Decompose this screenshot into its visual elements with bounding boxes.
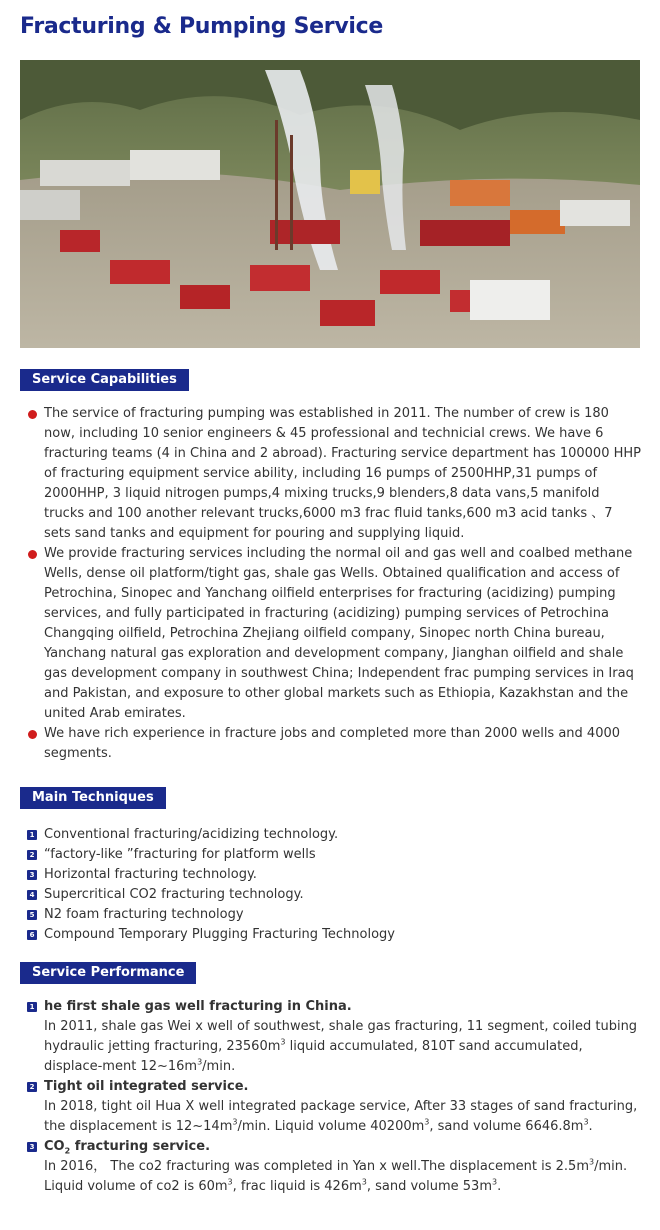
list-item-text: Compound Temporary Plugging Fracturing Technology (44, 927, 395, 942)
list-item (26, 724, 642, 764)
number-badge-icon: 3 (27, 870, 37, 880)
list-item (26, 925, 642, 945)
number-badge-icon: 1 (27, 830, 37, 840)
list-item (26, 404, 642, 544)
list-item (26, 825, 642, 845)
capabilities-list (26, 404, 642, 764)
list-item (26, 845, 642, 865)
performance-item (26, 997, 642, 1077)
performance-item-body: In 2016， The co2 fracturing was completed in Yan x well.The displacement is $2.5m^3/\min$. Liquid volume of co2 is $60m^3$, frac liquid is $426m^3$, sand volume $53m^3$. (44, 1157, 628, 1194)
list-item-text: Supercritical CO2 fracturing technology. (44, 887, 304, 902)
list-item-text: Horizontal fracturing technology. (44, 867, 257, 882)
list-item (26, 865, 642, 885)
list-item (26, 544, 642, 724)
performance-item-body: In 2011, shale gas Wei x well of southwest, shale gas fracturing, 11 segment, coiled tubing hydraulic jetting fracturing, $23560m^3$ liquid accumulated, 810T sand accumulated, displace-ment $12\sim 16m^3/\min$. (44, 1019, 638, 1074)
number-badge-icon: 2 (27, 850, 37, 860)
list-item-text: We provide fracturing services including the normal oil and gas well and coalbed methane Wells, dense oil platform/tight gas, shale gas Wells. Obtained qualification and access of Petrochina, Sinopec and Yanchang oilfield enterprises for fracturing (acidizing) pumping services, and fully participated in fracturing (acidizing) pumping services of Petrochina Changqing oilfield, Petrochina Zhejiang oilfield company, Sinopec north China bureau, Yanchang natural gas exploration and development company, Jianghan oilfield and shale gas development company in southwest China; Independent frac pumping services in Iraq and Pakistan, and exposure to other global markets such as Ethiopia, Kazakhstan and the united Arab emirates. (44, 546, 634, 721)
list-item (26, 905, 642, 925)
performance-item (26, 1077, 642, 1137)
performance-item-body: In 2018, tight oil Hua X well integrated package service, After 33 stages of sand fracturing, the displacement is $12\sim 14m^3/\min$. Liquid volume $40200m^3$, sand volume $6646.8m^3$. (44, 1099, 638, 1134)
performance-item-title: $CO_2$ fracturing service. (44, 1139, 211, 1156)
section-tag-performance: Service Performance (20, 962, 196, 984)
section-tag-capabilities: Service Capabilities (20, 369, 189, 391)
number-badge-icon: 6 (27, 930, 37, 940)
number-badge-icon: 5 (27, 910, 37, 920)
number-badge-icon: 2 (27, 1082, 37, 1092)
number-badge-icon: 3 (27, 1142, 37, 1152)
section-tag-techniques: Main Techniques (20, 787, 166, 809)
list-item-text: We have rich experience in fracture jobs and completed more than 2000 wells and 4000 segments. (44, 726, 621, 761)
list-item-text: N2 foam fracturing technology (44, 907, 244, 922)
number-badge-icon: 4 (27, 890, 37, 900)
performance-item (26, 1137, 642, 1197)
fracturing-site-photo (20, 60, 640, 348)
bullet-icon (28, 410, 37, 419)
performance-list (26, 997, 642, 1197)
list-item-text: “factory-like ”fracturing for platform wells (44, 847, 316, 862)
techniques-list (26, 825, 642, 945)
list-item (26, 885, 642, 905)
performance-item-title: Tight oil integrated service. (44, 1079, 249, 1094)
list-item-text: The service of fracturing pumping was established in 2011. The number of crew is 180 now, including 10 senior engineers & 45 professional and technicial crews. We have 6 fracturing teams (4 in China and 2 abroad). Fracturing service department has 100000 HHP of fracturing equipment service ability, including 16 pumps of 2500HHP,31 pumps of 2000HHP, 3 liquid nitrogen pumps,4 mixing trucks,9 blenders,8 data vans,5 manifold trucks and 100 another relevant trucks,6000 m3 frac fluid tanks,600 m3 acid tanks 、7 sets sand tanks and equipment for pouring and supplying liquid. (44, 406, 641, 541)
performance-item-title: he first shale gas well fracturing in China. (44, 999, 352, 1014)
page-title: Fracturing & Pumping Service (20, 14, 383, 39)
list-item-text: Conventional fracturing/acidizing technology. (44, 827, 339, 842)
bullet-icon (28, 730, 37, 739)
number-badge-icon: 1 (27, 1002, 37, 1012)
hero-image (20, 60, 640, 348)
bullet-icon (28, 550, 37, 559)
